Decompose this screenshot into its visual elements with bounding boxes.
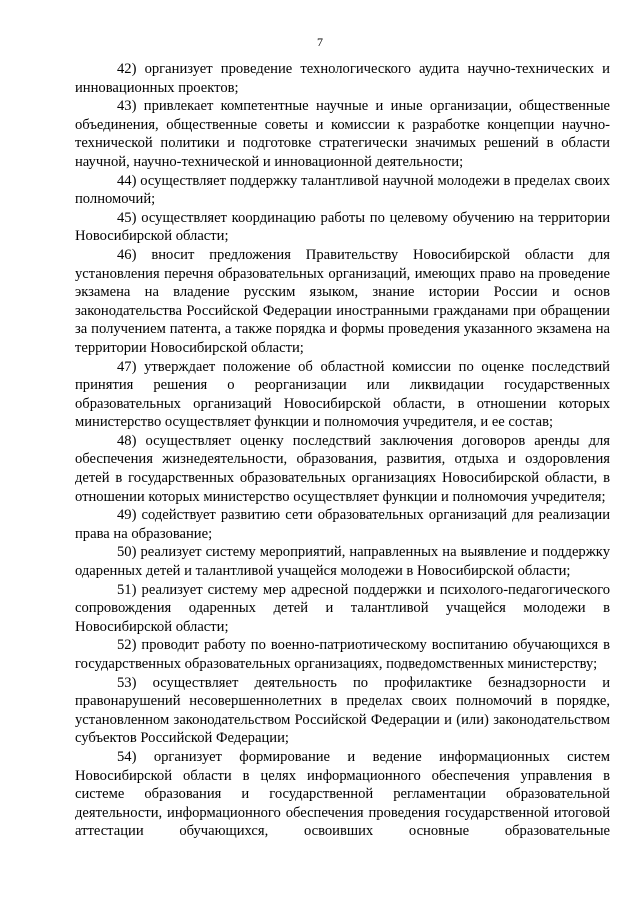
paragraph-51: 51) реализует систему мер адресной поддержки и психолого-педагогического сопровождения одаренных детей и талантливой учащейся молодежи в Новосибирской области; [75, 581, 610, 635]
paragraph-54: 54) организует формирование и ведение информационных систем Новосибирской области в целях информационного обеспечения управления в системе образования и государственной регламентации образовательной деятельности, информационного обеспечения проведения государственной итоговой аттестации обучающихся, освоивших основные образовательные [75, 748, 610, 840]
paragraph-45: 45) осуществляет координацию работы по целевому обучению на территории Новосибирской области; [75, 209, 610, 245]
paragraph-44: 44) осуществляет поддержку талантливой научной молодежи в пределах своих полномочий; [75, 172, 610, 208]
paragraph-48: 48) осуществляет оценку последствий заключения договоров аренды для обеспечения жизнедеятельности, образования, развития, отдыха и оздоровления детей в государственных образовательных организациях Новосибирской области, в отношении которых министерство осуществляет функции и полномочия учредителя; [75, 432, 610, 505]
paragraph-46: 46) вносит предложения Правительству Новосибирской области для установления перечня образовательных организаций, имеющих право на проведение экзамена на владение русским языком, знание истории России и основ законодательства Российской Федерации иностранными гражданами при обращении за получением патента, а также порядка и формы проведения указанного экзамена на территории Новосибирской области; [75, 246, 610, 356]
paragraph-47: 47) утверждает положение об областной комиссии по оценке последствий принятия решения о реорганизации или ликвидации государственных образовательных организаций Новосибирской области, в отношении которых министерство осуществляет функции и полномочия учредителя, и ее состав; [75, 358, 610, 431]
paragraph-53: 53) осуществляет деятельность по профилактике безнадзорности и правонарушений несовершеннолетних в пределах своих полномочий в порядке, установленном законодательством Российской Федерации и (или) законодательством субъектов Российской Федерации; [75, 674, 610, 747]
paragraph-52: 52) проводит работу по военно-патриотическому воспитанию обучающихся в государственных образовательных организациях, подведомственных министерству; [75, 637, 610, 672]
paragraph-50: 50) реализует систему мероприятий, направленных на выявление и поддержку одаренных детей и талантливой учащейся молодежи в Новосибирской области; [75, 544, 610, 580]
paragraph-43: 43) привлекает компетентные научные и иные организации, общественные объединения, общественные советы и комиссии к разработке концепции научно-технической политики и подготовке стратегически значимых решений в области научной, научно-технической и инновационной деятельности; [75, 98, 610, 170]
paragraph-49: 49) содействует развитию сети образовательных организаций для реализации права на образование; [75, 507, 610, 542]
page-number: 7 [317, 35, 323, 49]
paragraph-42: 42) организует проведение технологического аудита научно-технических и инновационных проектов; [75, 61, 610, 96]
document-body [75, 60, 610, 841]
